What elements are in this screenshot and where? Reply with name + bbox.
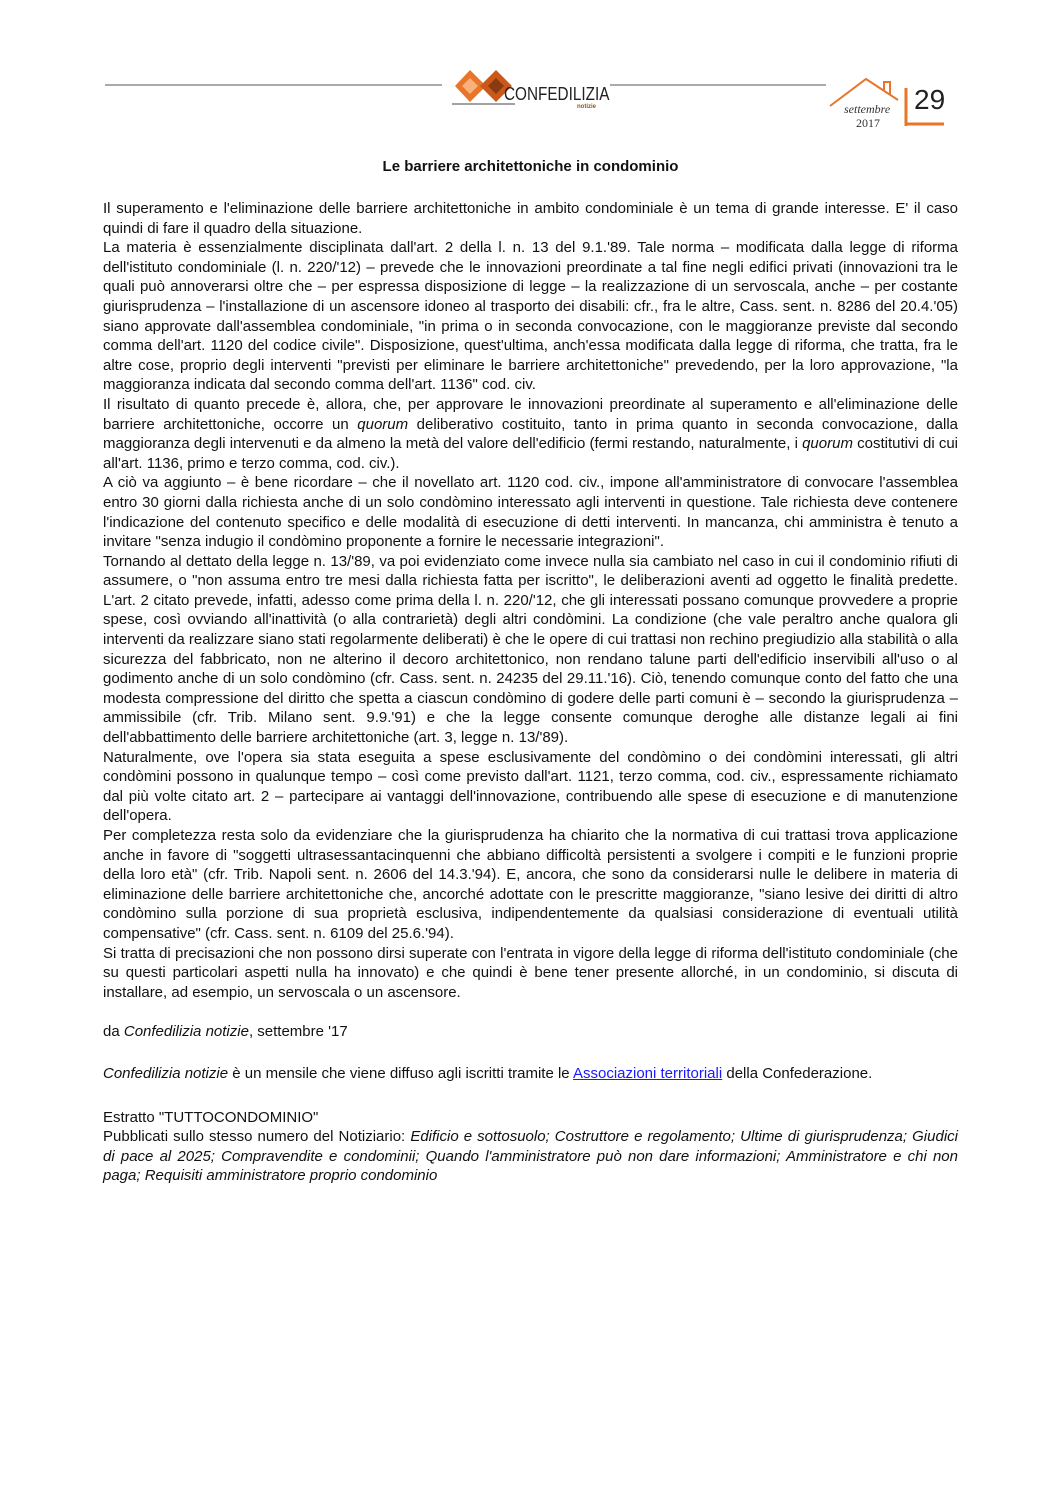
article-paragraph-4: Tornando al dettato della legge n. 13/'89, va poi evidenziato come invece nulla sia cambiato nel caso in cui il condominio rifiuti di assumere, o "non assuma entro tre mesi dalla richiesta fatta per iscritto", le deliberazioni aventi ad oggetto le finalità predette. L'art. 2 citato prevede, infatti, adesso come prima della l. n. 220/'12, che gli interessati possano comunque provvedere a proprie spese, così ovviando all'inattività (o alla contrarietà) degli altri condòmini. La condizione (che vale peraltro anche qualora gli interventi da realizzare siano stati regolarmente deliberati) è che le opere di cui trattasi non rechino pregiudizio alla stabilità o alla sicurezza del fabbricato, non ne alterino il decoro architettonico, non rendano talune parti dell'edificio inservibili all'uso o al godimento anche di un solo condòmino (cfr. Cass. sent. n. 24235 del 29.11.'16). Ciò, tenendo comunque conto del fatto che una modesta compressione del diritto che spetta a ciascun condòmino di godere delle parti comuni è – secondo la giurisprudenza – ammissibile (cfr. Trib. Milano sent. 9.9.'91) e che la legge consente comunque deroghe alle distanze legali ai fini dell'abbattimento delle barriere architettoniche (art. 3, legge n. 13/'89). <box>103 552 958 747</box>
logo-wordmark: CONFEDILIZIA <box>504 84 610 104</box>
article-paragraph-5: Naturalmente, ove l'opera sia stata eseguita a spese esclusivamente del condòmino o dei condòmini interessati, gli altri condòmini possono in qualunque tempo – così come previsto dall'art. 1121, terzo comma, cod. civ., espressamente richiamato dal più volte citato art. 2 – partecipare ai vantaggi dell'innovazione, contribuendo alle spese di esecuzione e di manutenzione dell'opera. <box>103 748 958 825</box>
issue-month: settembre <box>844 102 891 116</box>
logo-subtitle: notizie <box>577 104 596 110</box>
extract-title: Estratto "TUTTOCONDOMINIO" <box>103 1108 319 1126</box>
source-suffix: , settembre '17 <box>248 1023 348 1041</box>
extract-intro: Pubblicati sullo stesso numero del Notiziario: <box>103 1128 411 1146</box>
article-paragraph-1: Il superamento e l'eliminazione delle barriere architettoniche in ambito condominiale è un tema di grande interesse. E' il caso quindi di fare il quadro della situazione. <box>103 200 958 237</box>
article-content <box>103 158 958 1186</box>
article-paragraph-3: A ciò va aggiunto – è bene ricordare – che il novellato art. 1120 cod. civ., impone all'amministratore di convocare l'assemblea entro 30 giorni dalla richiesta anche di un solo condòmino interessato agli interventi in questione. Tale richiesta deve contenere l'indicazione del contenuto specifico e delle modalità di esecuzione di detti interventi. In mancanza, chi amministra è tenuto a invitare "senza indugio il condòmino proponente a fornire le necessarie integrazioni". <box>103 474 958 551</box>
note-text-1: è un mensile che viene diffuso agli iscritti tramite le <box>228 1064 573 1082</box>
page-number: 29 <box>914 84 946 115</box>
quorum-term-2: quorum <box>802 435 853 453</box>
quorum-term-1: quorum <box>357 415 409 433</box>
associazioni-territoriali-link[interactable]: Associazioni territoriali <box>572 1064 723 1082</box>
extract-items: Edificio e sottosuolo; Costruttore e regolamento; Ultime di giurisprudenza; Giudici di pace al 2025; Compravendite e condominii; Quando l'amministratore può non dare informazioni; Amministratore e chi non paga; Requisiti amministratore proprio condominio <box>103 1128 958 1185</box>
note-text-2: della Confederazione. <box>722 1064 873 1082</box>
publication-note <box>103 1064 958 1084</box>
quorum-text-2: deliberativo costituito, tanto in prima quanto in seconda convocazione, dalla maggioranza degli intervenuti e da almeno la metà del valore dell'edificio (fermi restando, naturalmente, i <box>103 415 958 453</box>
article-source <box>103 1022 958 1042</box>
article-title: Le barriere architettoniche in condominio <box>382 158 679 175</box>
quorum-text-1: Il risultato di quanto precede è, allora, che, per approvare le innovazioni preordinate al superamento e all'eliminazione delle barriere architettoniche, occorre un <box>103 395 958 433</box>
quorum-text-3: costitutivi di cui all'art. 1136, primo e terzo comma, cod. civ.). <box>103 435 958 472</box>
source-publication: Confedilizia notizie <box>123 1023 249 1041</box>
note-publication: Confedilizia notizie <box>103 1064 229 1082</box>
article-paragraph-2: La materia è essenzialmente disciplinata dall'art. 2 della l. n. 13 del 9.1.'89. Tale norma – modificata dalla legge di riforma dell'istituto condominiale (l. n. 220/'12) – prevede che le innovazioni preordinate a tal fine negli edifici privati (innovazioni tra le quali può annoverarsi oltre che – per espressa disposizione di legge – la realizzazione di un servoscala, anche – per costante giurisprudenza – l'installazione di un ascensore idoneo al trasporto dei disabili: cfr., fra le altre, Cass. sent. n. 8286 del 20.4.'05) siano approvate dall'assemblea condominiale, "in prima o in seconda convocazione, con le maggioranze previste dal secondo comma dell'art. 1120 del codice civile". Disposizione, quest'ultima, anch'essa modificata dalla legge di riforma, che tratta, fra le altre cose, proprio degli interventi "previsti per eliminare le barriere architettoniche" prevedendo, per la loro approvazione, "la maggioranza indicata dal secondo comma dell'art. 1136" cod. civ. <box>103 239 958 394</box>
article-paragraph-7: Si tratta di precisazioni che non possono dirsi superate con l'entrata in vigore della legge di riforma dell'istituto condominiale (che su questi particolari aspetti nulla ha innovato) e che quindi è bene tener presente allorché, in un condominio, si discuta di installare, ad esempio, un servoscala o un ascensore. <box>103 944 958 1001</box>
issue-year: 2017 <box>856 116 880 130</box>
header-graphics <box>0 0 1058 140</box>
extract-list <box>103 1127 958 1186</box>
source-prefix: da <box>103 1023 124 1041</box>
article-paragraph-6: Per completezza resta solo da evidenziare che la giurisprudenza ha chiarito che la normativa di cui trattasi trova applicazione anche in favore di "soggetti ultrasessantacinquenni che abbiano difficoltà persistenti a svolgere i compiti e le funzioni proprie della loro età" (cfr. Trib. Napoli sent. n. 2606 del 14.3.'94). E, ancora, che sono da considerarsi nulle le delibere in materia di eliminazione delle barriere architettoniche che, ancorché adottate con le prescritte maggioranze, "siano lesive dei diritti di altro condòmino sulla porzione di sua proprietà esclusiva, indipendentemente da qualsiasi considerazione di eventuali utilità compensative" (cfr. Cass. sent. n. 6109 del 25.6.'94). <box>103 827 958 942</box>
article-paragraph-quorum <box>103 395 958 473</box>
page-header <box>0 0 1058 140</box>
